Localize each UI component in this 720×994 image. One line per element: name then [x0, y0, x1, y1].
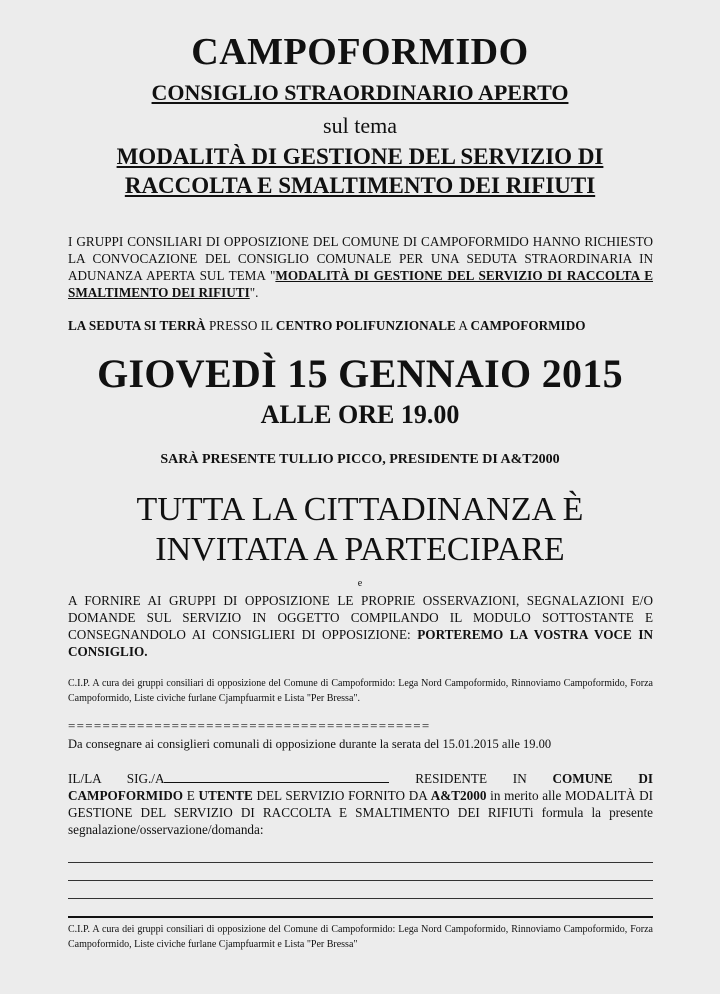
- cip-note-bottom: C.I.P. A cura dei gruppi consiliari di opposizione del Comune di Campoformido: Lega Nord Campoformido, Rinnoviamo Campoformido, Forza Campoformido, Liste civiche furlane Cjampfuarmit e Lista "Per Bressa": [68, 924, 653, 950]
- intro-topic: MODALITÀ DI GESTIONE DEL SERVIZIO DI RACCOLTA E SMALTIMENTO DEI RIFIUTI: [68, 268, 653, 300]
- venue-line: [68, 318, 653, 334]
- invitation-heading: [0, 490, 720, 570]
- intro-text: I GRUPPI CONSILIARI DI OPPOSIZIONE DEL COMUNE DI CAMPOFORMIDO HANNO RICHIESTO LA CONVOCAZIONE DEL CONSIGLIO COMUNALE PER UNA SEDUTA STRAORDINARIA IN ADUNANZA APERTA SUL TEMA ": [68, 234, 653, 283]
- topic-intro: sul tema: [323, 113, 397, 138]
- topic-line-2: RACCOLTA E SMALTIMENTO DEI RIFIUTI: [124, 173, 596, 198]
- topic-line-1: MODALITÀ DI GESTIONE DEL SERVIZIO DI: [116, 144, 604, 169]
- form-rest: in merito alle MODALITÀ DI GESTIONE DEL SERVIZIO DI RACCOLTA E SMALTIMENTO DEI RIFIUTi formula la presente segnalazione/osservazione/domanda:: [68, 788, 653, 837]
- conjunction: e: [357, 578, 363, 589]
- intro-end: ".: [249, 285, 259, 300]
- council-subtitle: CONSIGLIO STRAORDINARIO APERTO: [151, 80, 569, 105]
- guest-presence: SARÀ PRESENTE TULLIO PICCO, PRESIDENTE DI A&T2000: [160, 452, 560, 467]
- name-field[interactable]: [164, 770, 389, 783]
- form-comune: COMUNE DI CAMPOFORMIDO: [68, 771, 653, 803]
- venue-part-5: CAMPOFORMIDO: [470, 318, 586, 333]
- invitation-body: [68, 592, 653, 660]
- venue-part-2: PRESSO IL: [205, 318, 276, 333]
- invitation-body-text: A FORNIRE AI GRUPPI DI OPPOSIZIONE LE PROPRIE OSSERVAZIONI, SEGNALAZIONI E/O DOMANDE SUL SERVIZIO IN OGGETTO COMPILANDO IL MODULO SOTTOSTANTE E CONSEGNANDOLO AI CONSIGLIERI DI OPPOSIZIONE:: [68, 593, 653, 642]
- writing-line[interactable]: [68, 863, 653, 881]
- writing-line[interactable]: [68, 845, 653, 863]
- town-title: CAMPOFORMIDO: [191, 31, 529, 73]
- form-resident: RESIDENTE IN: [389, 771, 553, 786]
- form-utente: UTENTE: [198, 788, 253, 803]
- writing-line[interactable]: [68, 899, 653, 918]
- feedback-form-text: [68, 770, 653, 838]
- cip-note-top: C.I.P. A cura dei gruppi consiliari di opposizione del Comune di Campoformido: Lega Nord Campoformido, Rinnoviamo Campoformido, Forza Campoformido, Liste civiche furlane Cjampfuarmit e Lista "Per Bressa".: [68, 678, 653, 704]
- topic-heading: [0, 142, 720, 200]
- writing-line[interactable]: [68, 881, 653, 899]
- writing-area[interactable]: [68, 845, 653, 918]
- invitation-body-bold: PORTEREMO LA VOSTRA VOCE IN CONSIGLIO.: [68, 627, 654, 659]
- form-and: E: [183, 788, 199, 803]
- venue-part-1: LA SEDUTA SI TERRÀ: [68, 318, 206, 333]
- venue-part-3: CENTRO POLIFUNZIONALE: [275, 318, 456, 333]
- invitation-line-1: TUTTA LA CITTADINANZA È: [136, 491, 584, 528]
- event-time: ALLE ORE 19.00: [260, 400, 460, 429]
- form-prefix: IL/LA SIG./A: [68, 771, 165, 786]
- form-service: DEL SERVIZIO FORNITO DA: [252, 788, 431, 803]
- delivery-note: Da consegnare ai consiglieri comunali di opposizione durante la serata del 15.01.2015 alle 19.00: [68, 737, 552, 751]
- form-provider: A&T2000: [430, 788, 487, 803]
- intro-paragraph: [68, 233, 653, 301]
- invitation-line-2: INVITATA A PARTECIPARE: [155, 531, 565, 568]
- venue-part-4: A: [455, 318, 471, 333]
- event-date: GIOVEDÌ 15 GENNAIO 2015: [97, 351, 623, 396]
- separator-line: ==========================================: [68, 718, 431, 733]
